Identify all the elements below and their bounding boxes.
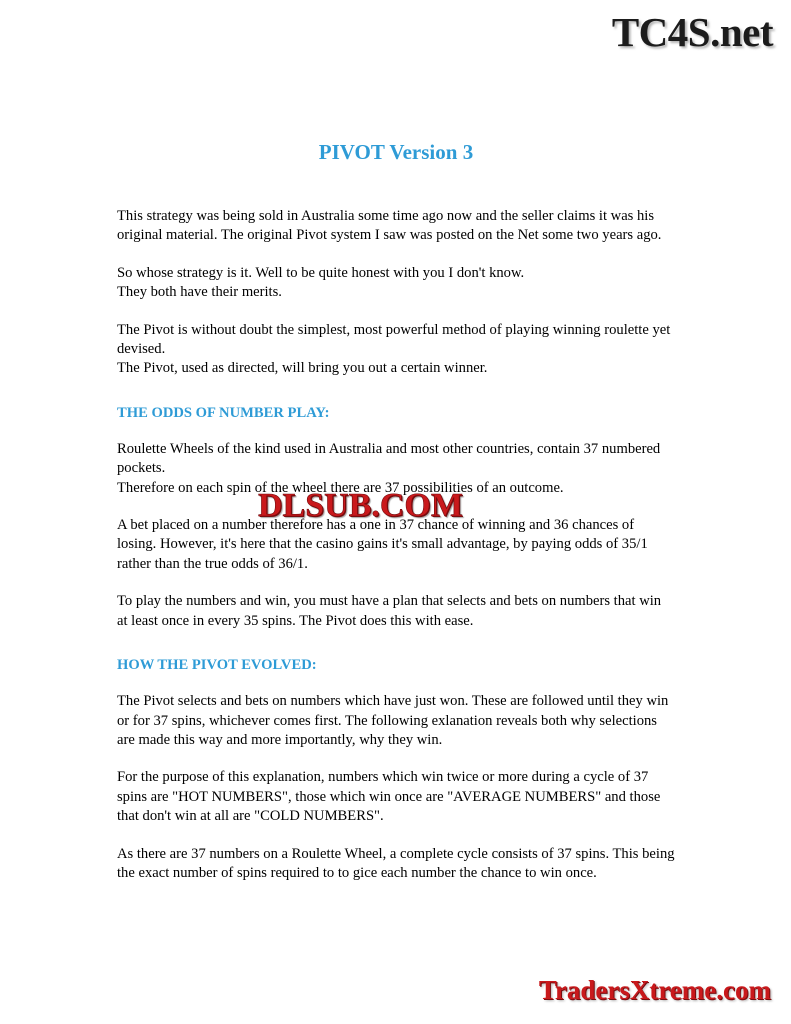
center-stamp-watermark: DLSUB.COM xyxy=(258,487,463,524)
paragraph-evolved-3: As there are 37 numbers on a Roulette Wheel, a complete cycle consists of 37 spins. This being the exact number of spins required to to gice each number the chance to win once. xyxy=(117,845,675,881)
paragraph-odds-2: A bet placed on a number therefore has a one in 37 chance of winning and 36 chances of losing. However, it's here that the casino gains it's small advantage, by paying odds of 35/1 rather than the true odds of 36/1. xyxy=(117,517,648,572)
bottom-right-watermark: TradersXtreme.com xyxy=(538,975,771,1005)
paragraph-intro-2: So whose strategy is it. Well to be quite honest with you I don't know. They both have their merits. xyxy=(117,264,525,301)
top-right-watermark: TC4S.net xyxy=(611,9,773,55)
paragraph-odds-1: Roulette Wheels of the kind used in Australia and most other countries, contain 37 numbered pockets. Therefore on each spin of the wheel there are 37 possibilities of an outcome. xyxy=(117,440,661,496)
paragraph-evolved-1: The Pivot selects and bets on numbers which have just won. These are followed until they win or for 37 spins, whichever comes first. The following exlanation reveals both why selections are made this way and more importantly, why they win. xyxy=(117,693,669,748)
section-heading-odds: THE ODDS OF NUMBER PLAY: xyxy=(117,404,330,421)
paragraph-odds-3: To play the numbers and win, you must have a plan that selects and bets on numbers that win at least once in every 35 spins. The Pivot does this with ease. xyxy=(117,593,662,629)
paragraph-intro-1: This strategy was being sold in Australia some time ago now and the seller claims it was his original material. The original Pivot system I saw was posted on the Net some two years ago. xyxy=(117,208,662,244)
page-title: PIVOT Version 3 xyxy=(318,140,474,164)
section-heading-evolved: HOW THE PIVOT EVOLVED: xyxy=(117,657,317,674)
paragraph-evolved-2: For the purpose of this explanation, numbers which win twice or more during a cycle of 37 spins are "HOT NUMBERS", those which win once are "AVERAGE NUMBERS" and those that don't win at all are "COLD NUMBERS". xyxy=(117,769,661,825)
paragraph-intro-3: The Pivot is without doubt the simplest, most powerful method of playing winning roulette yet devised. The Pivot, used as directed, will bring you out a certain winner. xyxy=(117,321,671,377)
